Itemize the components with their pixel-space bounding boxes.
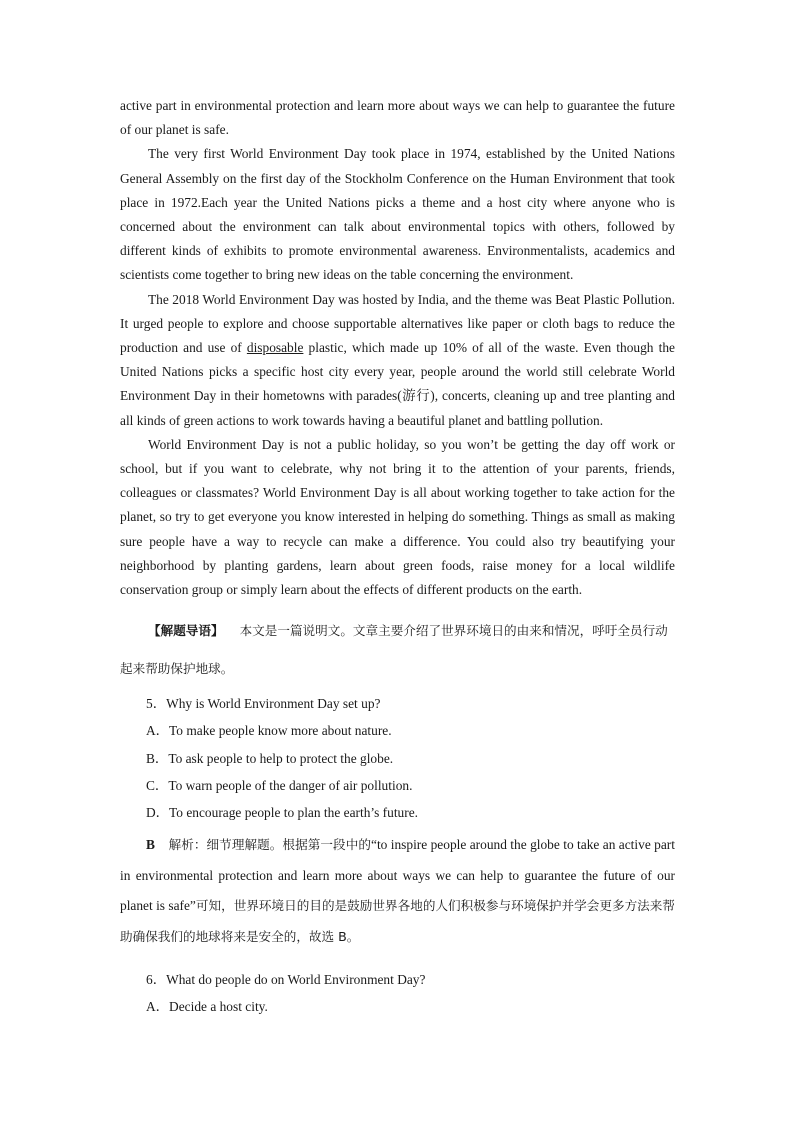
question-5-analysis xyxy=(120,830,675,952)
guide-note xyxy=(120,612,675,688)
analysis-conclusion: 可知，世界环境日的目的是鼓励世界各地的人们积极参与环境保护并学会更多方法来帮助确保我们的地球将来是安全的，故选 B。 xyxy=(120,898,675,944)
passage-paragraph-2-start: The 2018 World Environment Day was hosted by India, and the theme was Beat Plastic Pollution. It urged people to explore and choose supportable alternatives like paper or cloth bags to reduce the production and use of xyxy=(120,291,675,356)
question-5-option-c: C．To warn people of the danger of air pollution. xyxy=(146,777,413,793)
question-5-stem: 5．Why is World Environment Day set up? xyxy=(146,696,381,712)
passage-paragraph-2 xyxy=(120,288,675,433)
question-6 xyxy=(120,966,675,1020)
question-5-option-d: D．To encourage people to plan the earth’s future. xyxy=(146,805,418,821)
passage-paragraph-1: The very first World Environment Day took place in 1974, established by the United Nations General Assembly on the first day of the Stockholm Conference on the Human Environment that took place in 1972.Each year the United Nations picks a theme and a host city where anyone who is concerned about the environment can talk about environmental topics with others, followed by different kinds of exhibits to promote environmental awareness. Environmentalists, academics and scientists come together to bring new ideas on the table concerning the environment. xyxy=(120,146,675,283)
question-6-option-a: A．Decide a host city. xyxy=(146,998,268,1014)
analysis-quote: “to inspire people around the globe to take an active part in environmental protection and learn more about ways we can help to guarantee the future of our planet is safe” xyxy=(120,837,675,914)
question-5-option-a: A．To make people know more about nature. xyxy=(146,723,392,739)
question-5 xyxy=(120,690,675,826)
guide-tag: 【解题导语】 xyxy=(148,623,224,639)
question-6-stem: 6．What do people do on World Environment Day? xyxy=(146,971,426,987)
document-body xyxy=(120,94,675,1020)
question-5-option-b: B．To ask people to help to protect the globe. xyxy=(146,750,394,766)
passage-paragraph-0: active part in environmental protection and learn more about ways we can help to guarantee the future of our planet is safe. xyxy=(120,98,675,138)
answer-letter: B xyxy=(146,837,155,853)
guide-text: 本文是一篇说明文。文章主要介绍了世界环境日的由来和情况，呼吁全员行动起来帮助保护地球。 xyxy=(120,623,668,677)
underlined-word: disposable xyxy=(246,340,304,356)
passage-paragraph-2-end: plastic, which made up 10% of all of the waste. Even though the United Nations picks a specific host city every year, people around the world still celebrate World Environment Day in their hometowns with parades(游行), concerts, cleaning up and tree planting and all kinds of green actions to work towards having a beautiful planet and battling pollution. xyxy=(120,340,675,428)
passage-paragraph-3: World Environment Day is not a public holiday, so you won’t be getting the day off work or school, but if you want to celebrate, why not bring it to the attention of your parents, friends, colleagues or classmates? World Environment Day is all about working together to take action for the planet, so try to get everyone you know interested in helping do something. Things as small as making sure people have a way to recycle can make a difference. You could also try beautifying your neighborhood by planting gardens, learn about green foods, raise money for a local wildlife conservation group or simply learn about the effects of different products on the earth. xyxy=(120,436,675,598)
analysis-intro: 解析：细节理解题。根据第一段中的 xyxy=(168,837,371,853)
